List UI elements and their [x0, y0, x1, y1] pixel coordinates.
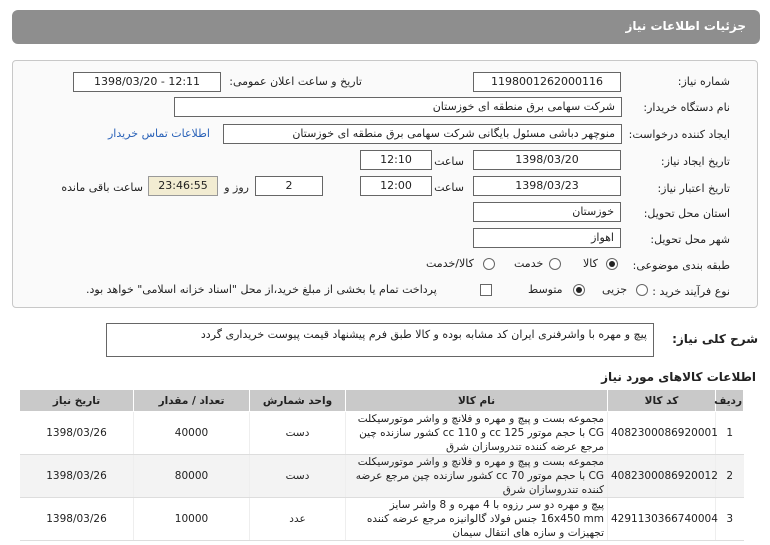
created-date-field[interactable]: 1398/03/20: [473, 150, 621, 170]
process-medium-radio[interactable]: [573, 284, 585, 296]
validity-date-field[interactable]: 1398/03/23: [473, 176, 621, 196]
table-row[interactable]: [20, 412, 744, 455]
item-qty: 40000: [134, 412, 250, 455]
days-label: روز و: [224, 181, 249, 194]
description-field: پیچ و مهره با واشرفنری ایران کد مشابه بوده و کالا طبق فرم پیشنهاد قیمت پیوست خریداری گردد: [106, 323, 654, 357]
col-header-qty: تعداد / مقدار: [134, 390, 250, 412]
goods-table-wrapper: [20, 389, 744, 545]
province-field[interactable]: خوزستان: [473, 202, 621, 222]
process-minor-radio[interactable]: [636, 284, 648, 296]
created-time-field[interactable]: 12:10: [360, 150, 432, 170]
goods-section-title: اطلاعات کالاهای مورد نیاز: [601, 370, 756, 384]
item-code: 4082300086920001: [608, 412, 716, 455]
item-qty: 10000: [134, 498, 250, 541]
page-title-bar: [12, 10, 760, 44]
table-row[interactable]: [20, 498, 744, 541]
item-date: 1398/03/26: [20, 498, 134, 541]
treasury-payment-checkbox[interactable]: [480, 284, 492, 296]
item-code: 4082300086920012: [608, 455, 716, 498]
need-number-label: شماره نیاز:: [677, 75, 730, 88]
requester-field[interactable]: منوچهر دباشی مسئول بایگانی شرکت سهامی برق منطقه ای خوزستان: [223, 124, 622, 144]
goods-header-row: [20, 390, 744, 412]
row-number: 2: [716, 455, 744, 498]
item-name: پیچ و مهره دو سر رزوه با 4 مهره و 8 واشر سایز 16x450 mm جنس فولاد گالوانیزه مرجع عرضه کننده تجهیزات و سازه های انتقال سیمان: [346, 498, 608, 541]
page-title: جزئیات اطلاعات نیاز: [625, 19, 746, 33]
item-unit: دست: [250, 455, 346, 498]
item-date: 1398/03/26: [20, 455, 134, 498]
category-goods-radio[interactable]: [606, 258, 618, 270]
col-header-name: نام کالا: [346, 390, 608, 412]
category-service-radio[interactable]: [549, 258, 561, 270]
category-goods-service-label: کالا/خدمت: [426, 257, 474, 270]
validity-date-label: تاریخ اعتبار نیاز:: [657, 182, 730, 195]
time-remaining-label: ساعت باقی مانده: [61, 181, 143, 194]
col-header-unit: واحد شمارش: [250, 390, 346, 412]
buyer-org-label: نام دستگاه خریدار:: [643, 101, 730, 114]
item-code: 4291130366740004: [608, 498, 716, 541]
announce-datetime-label: تاریخ و ساعت اعلان عمومی:: [229, 75, 362, 88]
requester-label: ایجاد کننده درخواست:: [628, 128, 730, 141]
time-remaining-field: 23:46:55: [148, 176, 218, 196]
item-unit: دست: [250, 412, 346, 455]
announce-datetime-field[interactable]: 1398/03/20 - 12:11: [73, 72, 221, 92]
item-name: مجموعه بست و پیچ و مهره و فلانچ و واشر موتورسیکلت CG با حجم موتور 125 cc و 110 cc کشور سازنده چین مرجع عرضه کننده تندروسازان شرق: [346, 412, 608, 455]
item-qty: 80000: [134, 455, 250, 498]
table-row[interactable]: [20, 455, 744, 498]
created-date-label: تاریخ ایجاد نیاز:: [660, 155, 730, 168]
item-unit: عدد: [250, 498, 346, 541]
col-header-row: ردیف: [716, 390, 744, 412]
validity-time-label: ساعت: [434, 181, 464, 194]
item-name: مجموعه بست و پیچ و مهره و فلانچ و واشر موتورسیکلت CG با حجم موتور 70 cc کشور سازنده چین مرجع عرضه کننده تندروسازان شرق: [346, 455, 608, 498]
process-medium-label: متوسط: [528, 283, 563, 296]
buyer-contact-link[interactable]: اطلاعات تماس خریدار: [108, 127, 210, 140]
treasury-payment-note: پرداخت تمام یا بخشی از مبلغ خرید،از محل "اسناد خزانه اسلامی" خواهد بود.: [86, 283, 437, 296]
row-number: 1: [716, 412, 744, 455]
need-number-field[interactable]: 1198001262000116: [473, 72, 621, 92]
category-goods-service-radio[interactable]: [483, 258, 495, 270]
validity-time-field[interactable]: 12:00: [360, 176, 432, 196]
category-label: طبقه بندی موضوعی:: [632, 259, 730, 272]
category-service-label: خدمت: [514, 257, 544, 270]
days-remaining-field[interactable]: 2: [255, 176, 323, 196]
created-time-label: ساعت: [434, 155, 464, 168]
col-header-date: تاریخ نیاز: [20, 390, 134, 412]
city-field[interactable]: اهواز: [473, 228, 621, 248]
goods-table: [20, 389, 744, 541]
province-label: استان محل تحویل:: [643, 207, 730, 220]
category-goods-label: کالا: [583, 257, 598, 270]
description-label: شرح کلی نیاز:: [672, 332, 758, 346]
city-label: شهر محل تحویل:: [650, 233, 730, 246]
item-date: 1398/03/26: [20, 412, 134, 455]
buyer-org-field[interactable]: شرکت سهامی برق منطقه ای خوزستان: [174, 97, 622, 117]
process-label: نوع فرآیند خرید :: [652, 285, 730, 298]
col-header-code: کد کالا: [608, 390, 716, 412]
row-number: 3: [716, 498, 744, 541]
process-minor-label: جزیی: [602, 283, 628, 296]
